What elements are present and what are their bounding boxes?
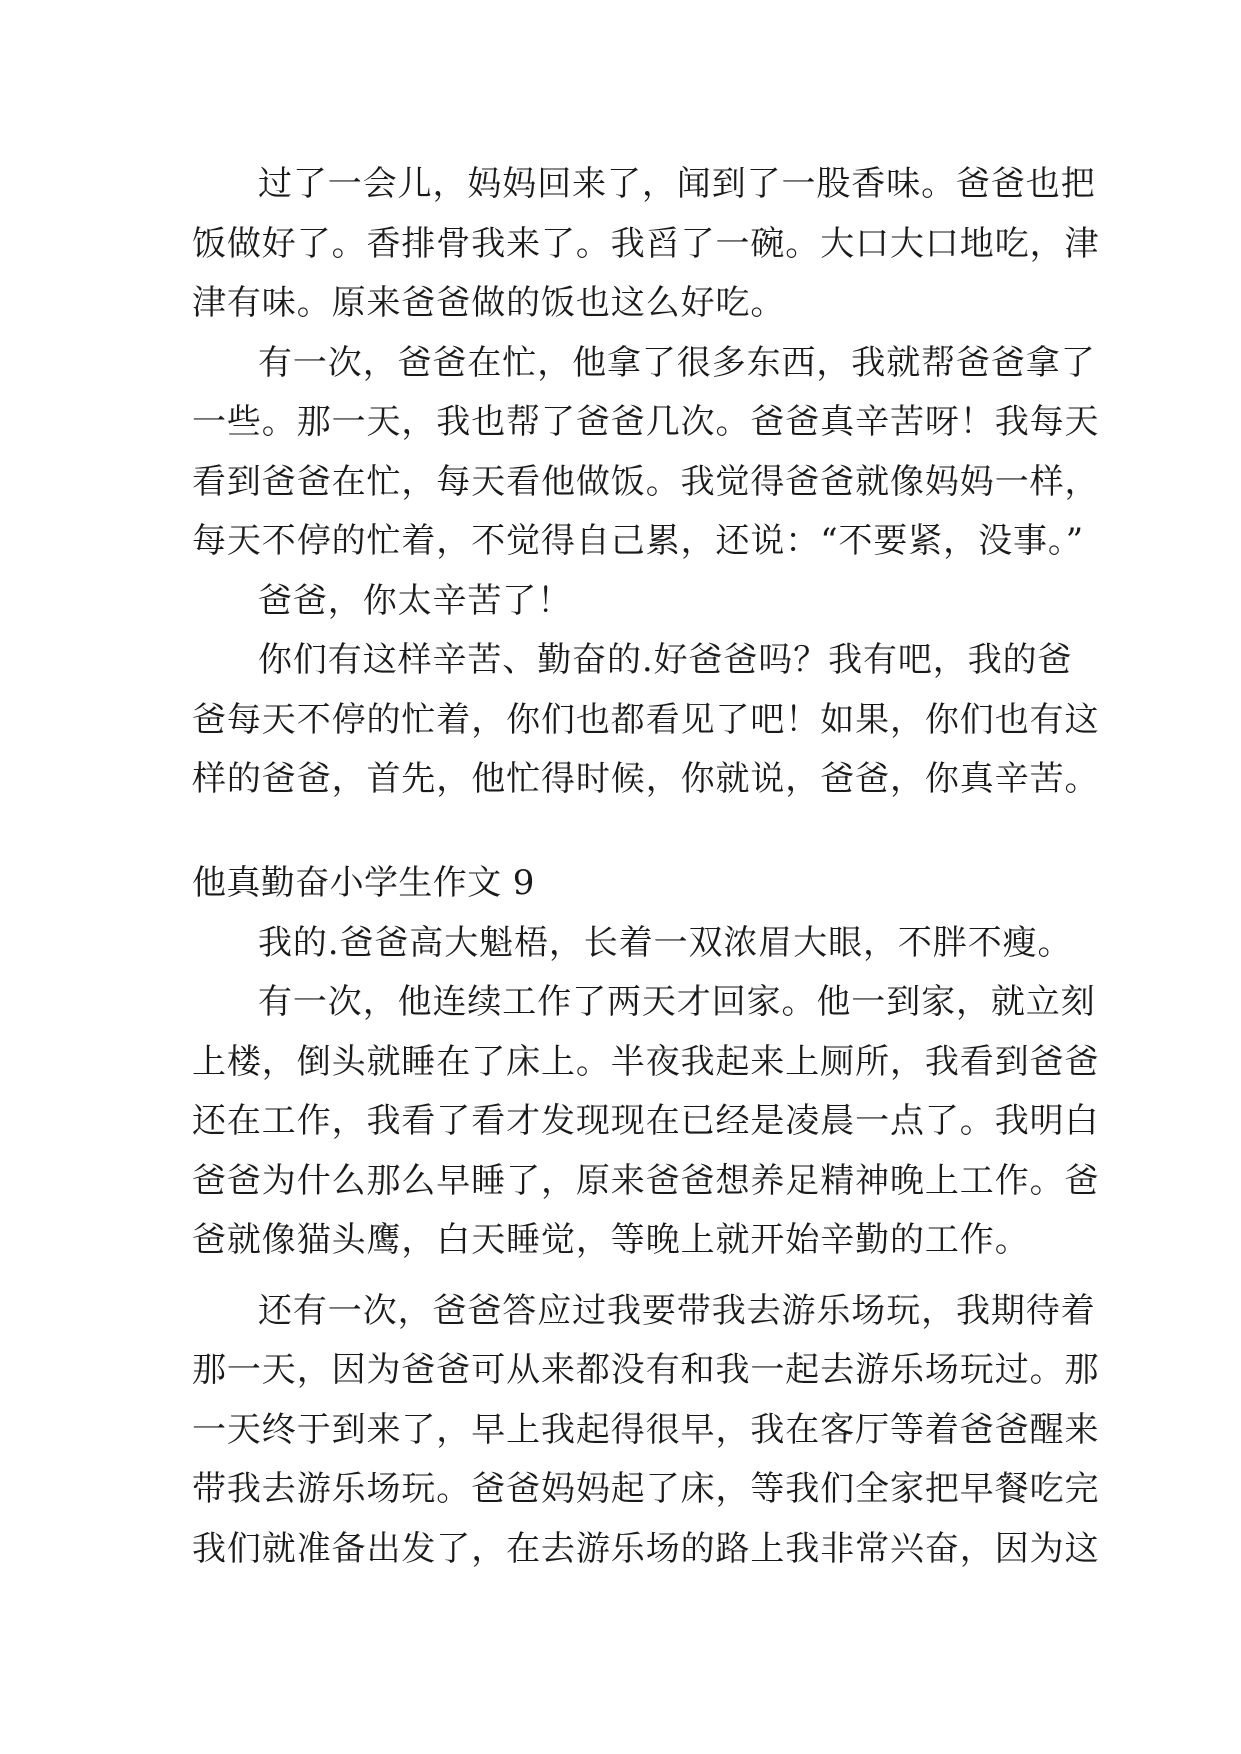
paragraph-line: 过了一会儿，妈妈回来了，闻到了一股香味。爸爸也把 <box>258 164 1096 204</box>
paragraph-line: 看到爸爸在忙，每天看他做饭。我觉得爸爸就像妈妈一样， <box>192 462 1100 502</box>
paragraph-line: 你们有这样辛苦、勤奋的.好爸爸吗？我有吧，我的爸 <box>258 640 1073 680</box>
paragraph-line: 带我去游乐场玩。爸爸妈妈起了床，等我们全家把早餐吃完 <box>192 1469 1100 1509</box>
paragraph-line: 津有味。原来爸爸做的饭也这么好吃。 <box>192 283 786 323</box>
paragraph-line: 饭做好了。香排骨我来了。我舀了一碗。大口大口地吃，津 <box>192 224 1100 264</box>
paragraph-line: 我的.爸爸高大魁梧，长着一双浓眉大眼，不胖不瘦。 <box>258 923 1073 963</box>
paragraph-line: 爸每天不停的忙着，你们也都看见了吧！如果，你们也有这 <box>192 700 1100 740</box>
paragraph-line: 那一天，因为爸爸可从来都没有和我一起去游乐场玩过。那 <box>192 1350 1100 1390</box>
paragraph-line: 上楼，倒头就睡在了床上。半夜我起来上厕所，我看到爸爸 <box>192 1042 1100 1082</box>
paragraph-line: 我们就准备出发了，在去游乐场的路上我非常兴奋，因为这 <box>192 1529 1100 1569</box>
paragraph-line: 每天不停的忙着，不觉得自己累，还说：“不要紧，没事。” <box>192 521 1085 561</box>
paragraph-line: 爸爸，你太辛苦了！ <box>258 581 573 621</box>
section-heading: 他真勤奋小学生作文 9 <box>192 863 535 903</box>
paragraph-line: 一天终于到来了，早上我起得很早，我在客厅等着爸爸醒来 <box>192 1410 1100 1450</box>
paragraph-line: 样的爸爸，首先，他忙得时候，你就说，爸爸，你真辛苦。 <box>192 759 1100 799</box>
paragraph-line: 爸就像猫头鹰，白天睡觉，等晚上就开始辛勤的工作。 <box>192 1220 1030 1260</box>
paragraph-line: 有一次，他连续工作了两天才回家。他一到家，就立刻 <box>258 982 1096 1022</box>
paragraph-line: 爸爸为什么那么早睡了，原来爸爸想养足精神晚上工作。爸 <box>192 1161 1100 1201</box>
paragraph-line: 有一次，爸爸在忙，他拿了很多东西，我就帮爸爸拿了 <box>258 343 1096 383</box>
paragraph-line: 一些。那一天，我也帮了爸爸几次。爸爸真辛苦呀！我每天 <box>192 402 1100 442</box>
paragraph-line: 还有一次，爸爸答应过我要带我去游乐场玩，我期待着 <box>258 1291 1096 1331</box>
paragraph-line: 还在工作，我看了看才发现现在已经是凌晨一点了。我明白 <box>192 1101 1100 1141</box>
